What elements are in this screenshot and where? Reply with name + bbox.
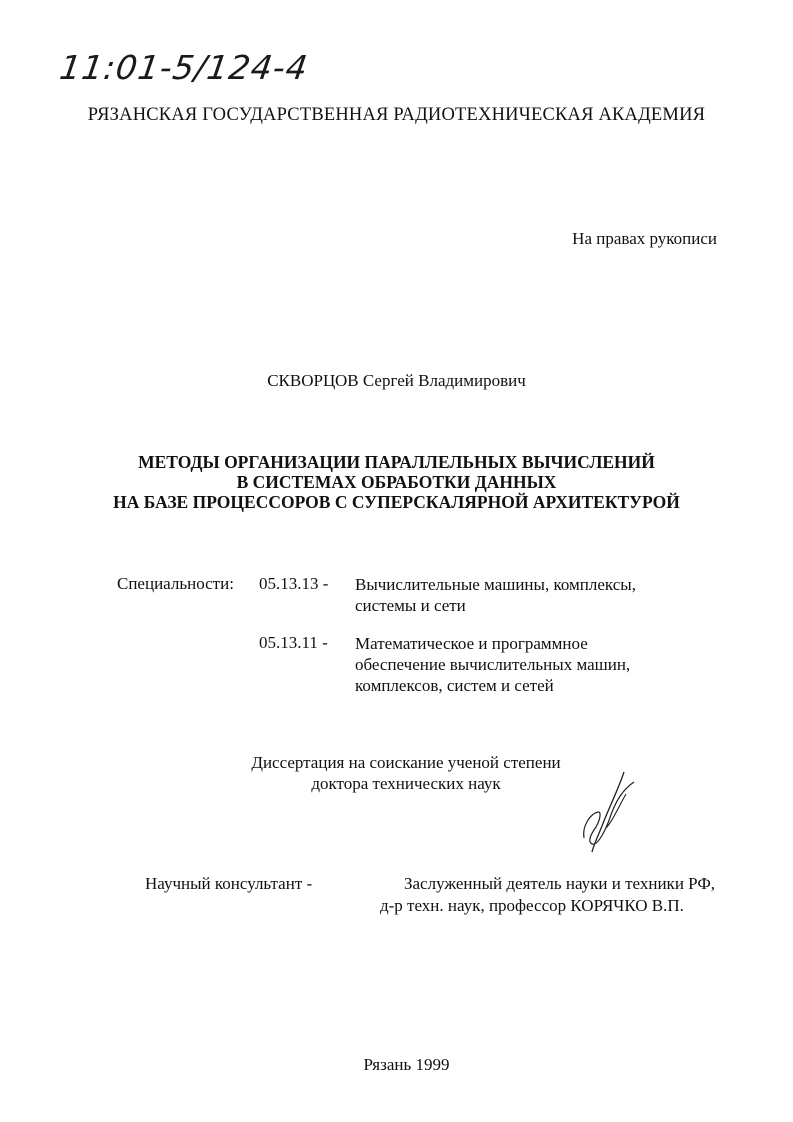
academy-name: РЯЗАНСКАЯ ГОСУДАРСТВЕННАЯ РАДИОТЕХНИЧЕСКАЯ АКАДЕМИЯ [87,105,706,125]
specialty-code: 05.13.13 - [259,574,329,593]
specialty-line: системы и сети [355,596,466,615]
archive-code: 11:01-5/124-4 [57,48,311,87]
place-year: Рязань 1999 [363,1055,450,1074]
specialty-description [355,633,630,696]
specialty-line: обеспечение вычислительных машин, [355,655,631,674]
specialty-description [355,574,636,616]
title-line: НА БАЗЕ ПРОЦЕССОРОВ С СУПЕРСКАЛЯРНОЙ АРХИТЕКТУРОЙ [113,492,680,512]
consultant-title: Заслуженный деятель науки и техники РФ, [404,874,716,893]
manuscript-note: На правах рукописи [572,229,717,248]
specialty-line: Вычислительные машины, комплексы, [355,575,636,594]
author-name: СКВОРЦОВ Сергей Владимирович [267,371,526,390]
consultant-name: д-р техн. наук, профессор КОРЯЧКО В.П. [380,896,684,915]
specialties-label: Специальности: [117,574,234,593]
specialty-line: Математическое и программное [355,634,588,653]
degree-statement [0,752,793,794]
degree-line: доктора технических наук [311,774,501,793]
title-line: В СИСТЕМАХ ОБРАБОТКИ ДАННЫХ [236,472,557,492]
specialty-code: 05.13.11 - [259,633,328,652]
signature [572,768,642,858]
title-line: МЕТОДЫ ОРГАНИЗАЦИИ ПАРАЛЛЕЛЬНЫХ ВЫЧИСЛЕНИЙ [138,452,655,472]
degree-line: Диссертация на соискание ученой степени [251,753,561,772]
specialty-line: комплексов, систем и сетей [355,676,554,695]
consultant-label: Научный консультант - [145,874,313,893]
dissertation-title [0,452,793,512]
